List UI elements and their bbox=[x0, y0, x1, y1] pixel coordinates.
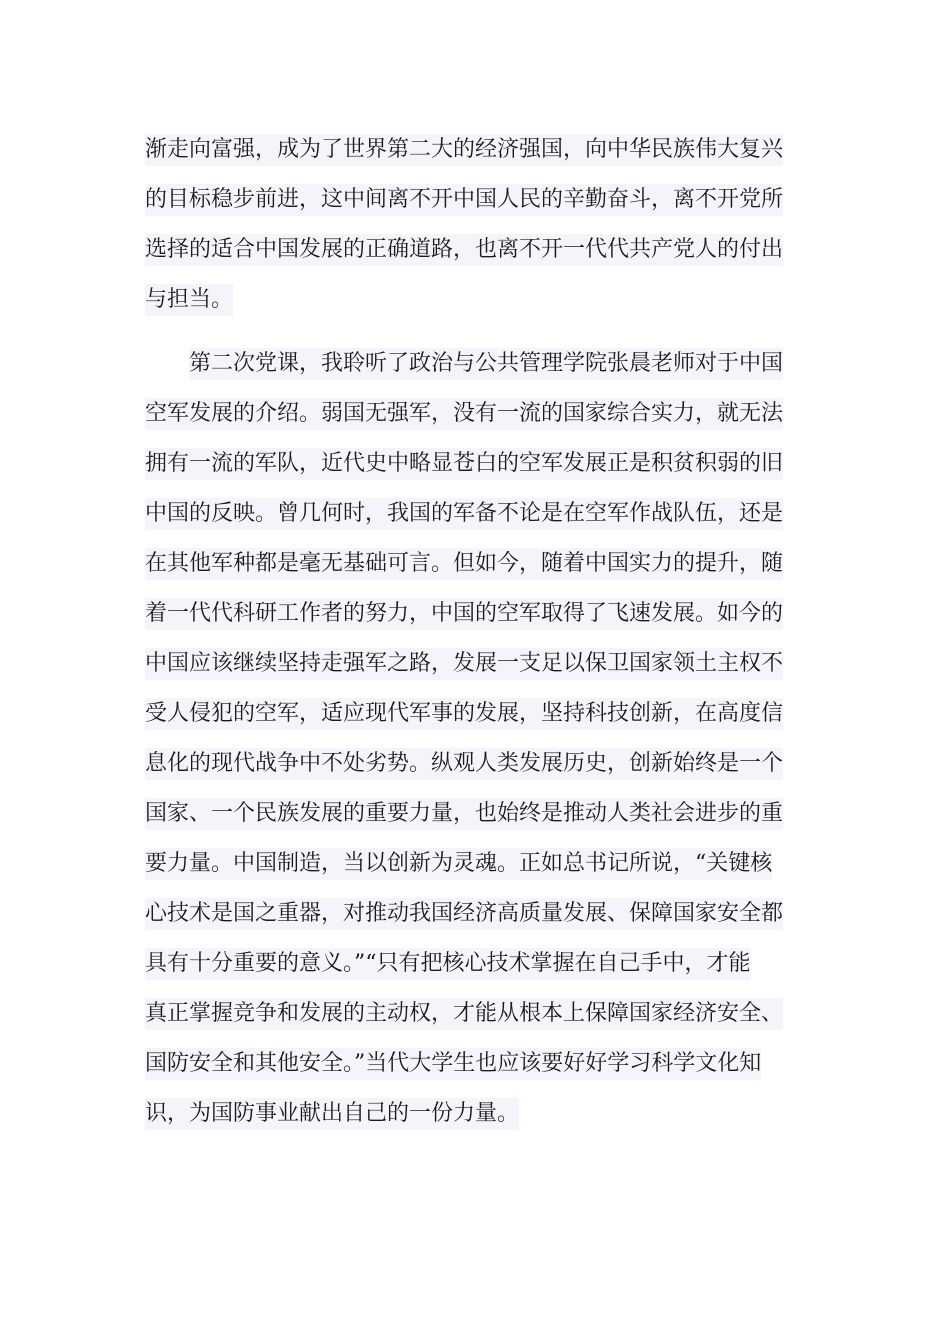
text-line bbox=[145, 639, 795, 689]
line-text: 在其他军种都是毫无基础可言。但如今，随着中国实力的提升，随 bbox=[145, 548, 783, 580]
text-line bbox=[145, 739, 795, 789]
line-text: 国防安全和其他安全。”当代大学生也应该要好好学习科学文化知 bbox=[145, 1048, 761, 1080]
paragraph-2 bbox=[145, 339, 795, 1139]
line-text: 拥有一流的军队，近代史中略显苍白的空军发展正是积贫积弱的旧 bbox=[145, 448, 783, 480]
text-line bbox=[145, 839, 795, 889]
text-line bbox=[145, 339, 795, 389]
line-text: 受人侵犯的空军，适应现代军事的发展，坚持科技创新，在高度信 bbox=[145, 698, 783, 730]
paragraph-1 bbox=[145, 125, 795, 325]
line-text: 息化的现代战争中不处劣势。纵观人类发展历史，创新始终是一个 bbox=[145, 748, 783, 780]
line-text: 识，为国防事业献出自己的一份力量。 bbox=[145, 1098, 519, 1130]
text-line bbox=[145, 989, 795, 1039]
text-line bbox=[145, 889, 795, 939]
text-line bbox=[145, 789, 795, 839]
line-text: 与担当。 bbox=[145, 284, 233, 316]
text-line bbox=[145, 689, 795, 739]
text-line bbox=[145, 125, 795, 175]
text-line bbox=[145, 225, 795, 275]
line-text: 中国的反映。曾几何时，我国的军备不论是在空军作战队伍，还是 bbox=[145, 498, 783, 530]
line-text: 中国应该继续坚持走强军之路，发展一支足以保卫国家领土主权不 bbox=[145, 648, 783, 680]
text-line bbox=[145, 275, 795, 325]
line-text: 心技术是国之重器，对推动我国经济高质量发展、保障国家安全都 bbox=[145, 898, 783, 930]
text-line bbox=[145, 589, 795, 639]
text-line bbox=[145, 939, 795, 989]
line-text: 具有十分重要的意义。”“只有把核心技术掌握在自己手中，才能 bbox=[145, 948, 751, 980]
line-text: 真正掌握竞争和发展的主动权，才能从根本上保障国家经济安全、 bbox=[145, 998, 783, 1030]
text-line bbox=[145, 489, 795, 539]
line-text: 国家、一个民族发展的重要力量，也始终是推动人类社会进步的重 bbox=[145, 798, 783, 830]
line-text: 的目标稳步前进，这中间离不开中国人民的辛勤奋斗，离不开党所 bbox=[145, 184, 783, 216]
text-line bbox=[145, 539, 795, 589]
text-line bbox=[145, 175, 795, 225]
text-line bbox=[145, 1089, 795, 1139]
line-text: 选择的适合中国发展的正确道路，也离不开一代代共产党人的付出 bbox=[145, 234, 783, 266]
text-line bbox=[145, 439, 795, 489]
line-text: 渐走向富强，成为了世界第二大的经济强国，向中华民族伟大复兴 bbox=[145, 134, 783, 166]
line-text: 第二次党课，我聆听了政治与公共管理学院张晨老师对于中国 bbox=[189, 348, 783, 380]
line-text: 着一代代科研工作者的努力，中国的空军取得了飞速发展。如今的 bbox=[145, 598, 783, 630]
line-text: 要力量。中国制造，当以创新为灵魂。正如总书记所说，“关键核 bbox=[145, 848, 772, 880]
line-text: 空军发展的介绍。弱国无强军，没有一流的国家综合实力，就无法 bbox=[145, 398, 783, 430]
text-line bbox=[145, 389, 795, 439]
text-line bbox=[145, 1039, 795, 1089]
